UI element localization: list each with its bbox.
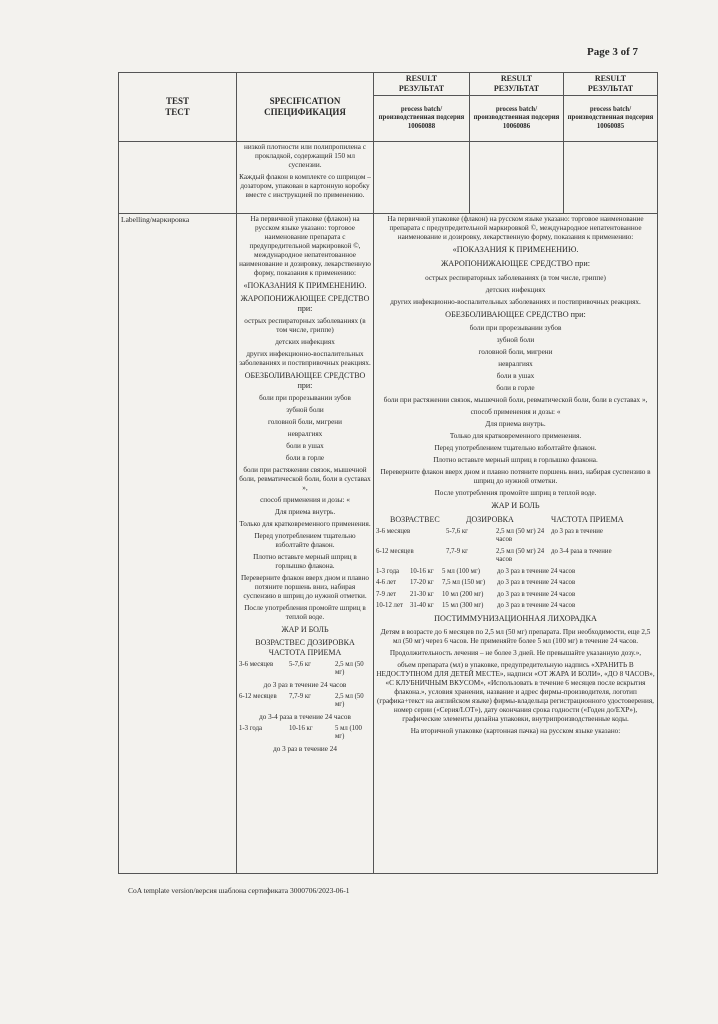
result-header-1: RESULT РЕЗУЛЬТАТ: [374, 73, 470, 96]
dosing-row-b3: 7-9 лет 21-30 кг 10 мл (200 мг) до 3 раз в течение 24 часов: [376, 590, 576, 598]
packaging-spec-cell: низкой плотности или полипропилена с прокладкой, содержащий 150 мл суспензии. Каждый флакон в комплекте со шприцом – дозатором, упакован в картонную коробку вместе с инструкцией по применению.: [237, 142, 374, 214]
labelling-result-cell: На первичной упаковке (флакон) на русском языке указано: торговое наименование препарата с предупредительной маркировкой ©, международное непатентованное наименование и дозировку, лекарственную форму, показания к применению: «ПОКАЗАНИЯ К ПРИМЕНЕНИЮ. ЖАРОПОНИЖАЮЩЕЕ СРЕДСТВО при: острых респираторных заболеваниях (в том числе, гриппе) детских инфекциях других инфекционно-воспалительных заболеваниях и поствпривочных реакциях. ОБЕЗБОЛИВАЮЩЕЕ СРЕДСТВО при: боли при прорезывании зубов зубной боли головной боли, мигрени невралгиях боли в ушах боли в горле боли при растяжении связок, мышечной боли, ревматической боли, боли в суставах », способ применения и дозы: « Для приема внутрь. Только для кратковременного применения. Перед употреблением тщательно взболтайте флакон. Плотно вставьте мерный шприц в горлышко флакона. Переверните флакон вверх дном и плавно потяните поршень вниз, набирая суспензию в шприц до нужной отметки. После употребления промойте шприц в теплой воде. ЖАР И БОЛЬ ВОЗРАСТВЕС ДОЗИРОВКА ЧАСТОТА ПРИЕМА 3-6 месяцев 5-7,6 кг 2,5 мл (50 мг) 24 часов до 3 раз в течение 6-12 месяцев 7,7-9 кг 2,5 мл (50 мг) 24 часов до 3-4 раза в течение 1-3 года 10-16 кг 5 мл (100 мг) до 3 раз в течение 24 часов 4-6 лет 17-20 кг 7,5 мл (150 мг) до 3 раз в течение 24 часов 7-9 лет 21-30 кг 10 мл (200 мг) до 3 раз в течение 24 часов 10-12 лет 31-40 кг 15 мл (300 мг) до 3 раз в течение 24 часов ПОСТИММУНИЗАЦИОННАЯ ЛИХОРАДКА Детям в возрасте до 6 месяцев по 2,5 мл (50 мг) препарата. При необходимости, еще 2,5 мл (50 мг) через 6 часов. Не применяйте более 5 мл (100 мг) в течение 24 часов. Продолжительность лечения – не более 3 дней. Не превышайте указанную дозу.», объем препарата (мл) в упаковке, предупредительную надпись «ХРАНИТЬ В НЕДОСТУПНОМ ДЛЯ ДЕТЕЙ МЕСТЕ», надписи «ОТ ЖАРА И БОЛИ», «ДО 8 ЧАСОВ», «С КЛУБНИЧНЫМ ВКУСОМ», «Использовать в течение 6 месяцев после вскрытия флакона.», условия хранения, название и адрес фирмы-производителя, логотип (графика+текст на английском языке) фирмы-владельца регистрационного удостоверения, номер серии («Серия/LOT»), дату окончания срока годности («Годен до/EXP»), графические элементы дизайна упаковки, внутрипроизводственные коды. На вторичной упаковке (картонная пачка) на русском языке указано:: [374, 214, 658, 874]
dosing-row-a2: 6-12 месяцев 7,7-9 кг 2,5 мл (50 мг) 24 часов до 3-4 раза в течение: [376, 547, 612, 564]
labelling-spec-cell: На первичной упаковке (флакон) на русском языке указано: торговое наименование препарата с предупредительной маркировкой ©, международное непатентованное наименование и дозировку, лекарственную форму, показания к применению: «ПОКАЗАНИЯ К ПРИМЕНЕНИЮ. ЖАРОПОНИЖАЮЩЕЕ СРЕДСТВО при: острых респираторных заболеваниях (в том числе, гриппе) детских инфекциях других инфекционно-воспалительных заболеваниях и поствпривочных реакциях. ОБЕЗБОЛИВАЮЩЕЕ СРЕДСТВО при: боли при прорезывании зубов зубной боли головной боли, мигрени невралгиях боли в ушах боли в горле боли при растяжении связок, мышечной боли, ревматической боли, боли в суставах », способ применения и дозы: « Для приема внутрь. Только для кратковременного применения. Перед употреблением тщательно взболтайте флакон. Плотно вставьте мерный шприц в горлышко флакона. Переверните флакон вверх дном и плавно потяните поршень вниз, набирая суспензию в шприц до нужной отметки. После употребления промойте шприц в теплой воде. ЖАР И БОЛЬ ВОЗРАСТВЕС ДОЗИРОВКА ЧАСТОТА ПРИЕМА 3-6 месяцев 5-7,6 кг 2,5 мл (50 мг) до 3 раз в течение 24 часов 6-12 месяцев 7,7-9 кг 2,5 мл (50 мг) до 3-4 раза в течение 24 часов 1-3 года 10-16 кг 5 мл (100 мг) до 3 раз в течение 24: [237, 214, 374, 874]
result-header-2: RESULT РЕЗУЛЬТАТ: [470, 73, 564, 96]
spec-header: SPECIFICATION СПЕЦИФИКАЦИЯ: [237, 73, 374, 142]
packaging-test-cell: [119, 142, 237, 214]
batch-1: process batch/ производственная подсерия 10060088: [374, 96, 470, 142]
spec-dose-row: 1-3 года 10-16 кг 5 мл (100 мг): [239, 724, 362, 741]
spec-dose-row: 3-6 месяцев 5-7,6 кг 2,5 мл (50 мг): [239, 661, 364, 677]
test-header: TEST ТЕСТ: [119, 73, 237, 142]
coa-table: [118, 72, 658, 874]
dosing-header: ВОЗРАСТВЕС ДОЗИРОВКА ЧАСТОТА ПРИЕМА: [390, 515, 624, 524]
packaging-res-1: [374, 142, 470, 214]
batch-3: process batch/ производственная подсерия 10060085: [564, 96, 658, 142]
result-header-3: RESULT РЕЗУЛЬТАТ: [564, 73, 658, 96]
batch-2: process batch/ производственная подсерия 10060086: [470, 96, 564, 142]
dosing-row-b4: 10-12 лет 31-40 кг 15 мл (300 мг) до 3 раз в течение 24 часов: [376, 602, 576, 610]
labelling-test-name: Labelling/маркировка: [119, 214, 237, 874]
spec-dose-row: 6-12 месяцев 7,7-9 кг 2,5 мл (50 мг): [239, 692, 364, 709]
page-number: Page 3 of 7: [586, 46, 638, 58]
packaging-res-3: [564, 142, 658, 214]
dosing-row-b1: 1-3 года 10-16 кг 5 мл (100 мг) до 3 раз в течение 24 часов: [376, 567, 576, 575]
dosing-row-a1: 3-6 месяцев 5-7,6 кг 2,5 мл (50 мг) 24 часов до 3 раз в течение: [376, 528, 603, 544]
template-version-footer: CoA template version/версия шаблона сертификата 3000706/2023-06-1: [128, 886, 350, 895]
packaging-res-2: [470, 142, 564, 214]
dosing-row-b2: 4-6 лет 17-20 кг 7,5 мл (150 мг) до 3 раз в течение 24 часов: [376, 579, 576, 587]
